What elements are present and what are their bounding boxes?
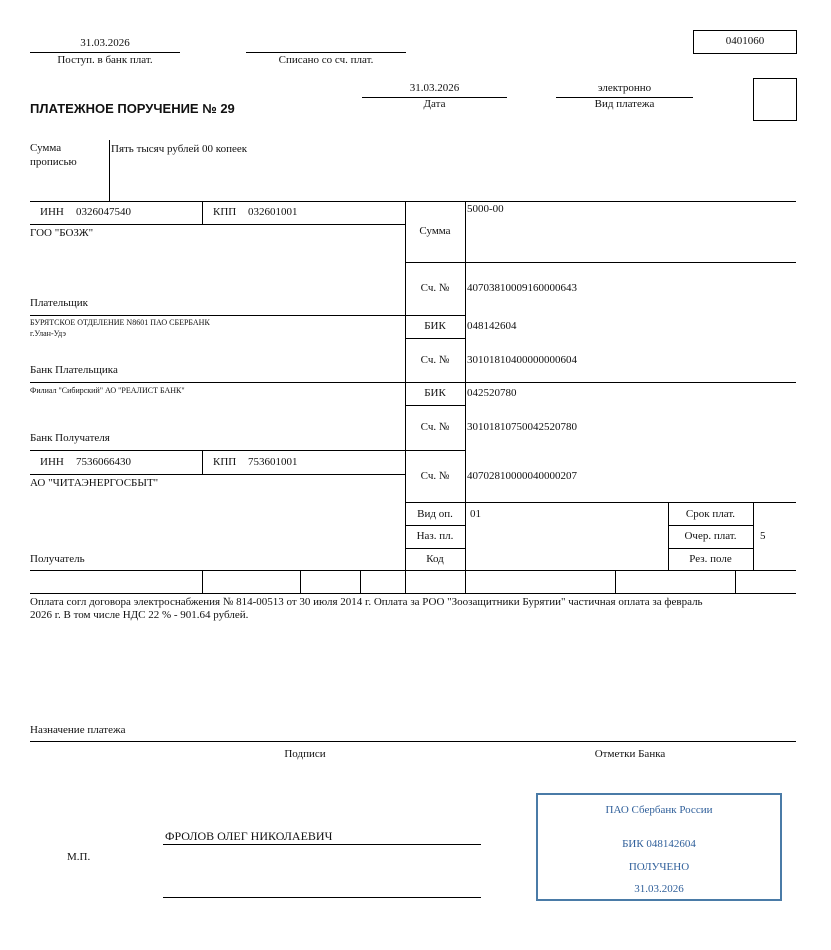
debited-line bbox=[246, 52, 406, 53]
payer-kpp: 032601001 bbox=[248, 206, 298, 218]
recipient-account-label: Сч. № bbox=[420, 470, 450, 482]
payment-type-caption: Вид платежа bbox=[594, 98, 655, 110]
payer-account: 40703810009160000643 bbox=[467, 282, 577, 294]
recipient-inn: 7536066430 bbox=[76, 456, 131, 468]
recipient-inn-label: ИНН bbox=[40, 456, 64, 468]
payer-bank-bik: 048142604 bbox=[467, 320, 517, 332]
ocher-value: 5 bbox=[760, 530, 766, 542]
bank-received-line bbox=[30, 52, 180, 53]
signer-name: ФРОЛОВ ОЛЕГ НИКОЛАЕВИЧ bbox=[165, 829, 333, 843]
amount-words-divider bbox=[109, 140, 110, 202]
recipient-name: АО "ЧИТАЭНЕРГОСБЫТ" bbox=[30, 477, 159, 489]
recipient-caption: Получатель bbox=[30, 553, 85, 565]
purpose-bottom-line bbox=[30, 741, 796, 742]
amount-words-label: Сумма прописью bbox=[30, 142, 77, 168]
payment-type: электронно bbox=[597, 82, 652, 94]
status-box bbox=[753, 78, 797, 121]
vid-op-label: Вид оп. bbox=[417, 508, 453, 520]
document-date: 31.03.2026 bbox=[409, 82, 460, 94]
bank-marks-caption: Отметки Банка bbox=[594, 748, 666, 760]
debited-caption: Списано со сч. плат. bbox=[278, 54, 374, 66]
date-caption: Дата bbox=[423, 98, 446, 110]
form-code-box bbox=[693, 30, 797, 54]
recipient-bank-corr: 30101810750042520780 bbox=[467, 421, 577, 433]
amount-label: Сумма bbox=[419, 225, 451, 237]
payer-bank-city: г.Улан-Удэ bbox=[30, 329, 66, 338]
purpose-line1: Оплата согл договора электроснабжения № 814-00513 от 30 июля 2014 г. Оплата за РОО "Зоозащитники Бурятии" частичная оплата за февраль bbox=[30, 596, 703, 608]
recipient-bank-bik-label: БИК bbox=[424, 387, 446, 399]
stamp-bank: ПАО Сбербанк России bbox=[605, 804, 713, 816]
rez-label: Рез. поле bbox=[689, 553, 732, 565]
mp-label: М.П. bbox=[67, 851, 91, 863]
payer-account-label: Сч. № bbox=[420, 282, 450, 294]
naz-pl-label: Наз. пл. bbox=[416, 530, 454, 542]
payer-inn-label: ИНН bbox=[40, 206, 64, 218]
bank-stamp bbox=[536, 793, 782, 901]
signature-line-1 bbox=[163, 844, 481, 845]
recipient-bank-caption: Банк Получателя bbox=[30, 432, 110, 444]
payer-caption: Плательщик bbox=[30, 297, 88, 309]
srok-label: Срок плат. bbox=[685, 508, 736, 520]
recipient-kpp-label: КПП bbox=[213, 456, 237, 468]
recipient-kpp: 753601001 bbox=[248, 456, 298, 468]
ocher-label: Очер. плат. bbox=[684, 530, 737, 542]
purpose-line2: 2026 г. В том числе НДС 22 % - 901.64 рублей. bbox=[30, 609, 249, 621]
signature-line-2 bbox=[163, 897, 481, 898]
payer-inn: 0326047540 bbox=[76, 206, 131, 218]
payer-bank-name: БУРЯТСКОЕ ОТДЕЛЕНИЕ N8601 ПАО СБЕРБАНК bbox=[30, 318, 210, 327]
stamp-date: 31.03.2026 bbox=[634, 883, 684, 895]
bank-received-date: 31.03.2026 bbox=[80, 37, 130, 49]
vid-op: 01 bbox=[470, 508, 481, 520]
payer-bank-bik-label: БИК bbox=[424, 320, 446, 332]
payer-kpp-label: КПП bbox=[213, 206, 237, 218]
kod-label: Код bbox=[426, 553, 444, 565]
payer-bank-caption: Банк Плательщика bbox=[30, 364, 118, 376]
payer-name: ГОО "БОЗЖ" bbox=[30, 227, 94, 239]
payer-bank-corr-label: Сч. № bbox=[420, 354, 450, 366]
stamp-status: ПОЛУЧЕНО bbox=[628, 861, 690, 873]
payer-bank-corr: 30101810400000000604 bbox=[467, 354, 577, 366]
document-title: ПЛАТЕЖНОЕ ПОРУЧЕНИЕ № 29 bbox=[30, 101, 235, 116]
stamp-bik: БИК 048142604 bbox=[622, 838, 696, 850]
recipient-bank-bik: 042520780 bbox=[467, 387, 517, 399]
amount-words-value: Пять тысяч рублей 00 копеек bbox=[111, 143, 248, 155]
recipient-bank-corr-label: Сч. № bbox=[420, 421, 450, 433]
form-code: 0401060 bbox=[725, 35, 765, 47]
purpose-caption: Назначение платежа bbox=[30, 724, 126, 736]
grid-top-line bbox=[30, 201, 796, 202]
recipient-account: 40702810000040000207 bbox=[467, 470, 577, 482]
grid-label-divider bbox=[465, 201, 466, 571]
signatures-caption: Подписи bbox=[284, 748, 326, 760]
recipient-bank-name: Филиал "Сибирский" АО "РЕАЛИСТ БАНК" bbox=[30, 386, 185, 395]
bank-received-caption: Поступ. в банк плат. bbox=[57, 54, 153, 66]
amount-value: 5000-00 bbox=[467, 203, 504, 215]
